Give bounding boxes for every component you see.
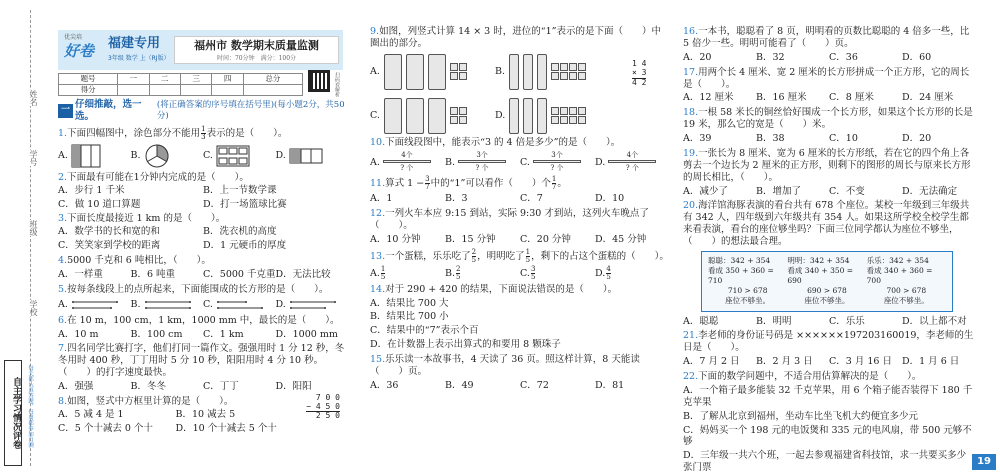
q13-option-d[interactable]: D. $\frac{4}{5}$ bbox=[595, 264, 611, 281]
q11-option-b[interactable]: B．3 bbox=[445, 193, 468, 205]
q17-option-b[interactable]: B．16 厘米 bbox=[756, 92, 807, 104]
q3-option-b[interactable]: B．洗衣机的高度 bbox=[203, 226, 277, 238]
q8-option-d[interactable]: D．10 个十减去 5 个十 bbox=[175, 422, 277, 434]
page-number: 19 bbox=[972, 454, 996, 471]
q10-option-b[interactable]: B. 3个 ? 个 bbox=[445, 151, 520, 174]
q7-option-b[interactable]: B．冬冬 bbox=[130, 381, 166, 392]
question-22: 22.下面的数学问题中，不适合用估算解决的是（ ）。 A．一个箱子最多能装 32 千克苹果，用 6 个箱子能否装得下 180 千克苹果 B．了解从北京到福州，坐动车比坐飞机大约便宜多少元 C．妈妈买一个 198 元的电饭煲和 335 元的电风扇，带 500 元够不够 D．三年级一共六个班，一起去参观福建省科技馆，求一共要买多少张门票 bbox=[683, 371, 975, 474]
question-2: 2.下面最有可能在1分钟内完成的是（ ）。 A．步行 1 千米 B．上一节数学课 C．做 10 道口算题 D．打一场篮球比赛 bbox=[58, 172, 348, 211]
q9-vertical-calc: 1 4 × 3 4 2 bbox=[632, 59, 647, 87]
q14-option-a[interactable]: A．结果比 700 大 bbox=[370, 297, 449, 309]
question-6: 6.在 10 m，100 cm，1 km，1000 mm 中，最长的是（ ）。 A．10 m B．100 cm C．1 km D．1000 mm bbox=[58, 315, 348, 341]
column-2 bbox=[370, 26, 670, 395]
question-12: 12.一列火车本应 9:15 到站，实际 9:30 才到站，这列火车晚点了（ ）。 A．10 分钟 B．15 分钟 C．20 分钟 D．45 分钟 bbox=[370, 208, 670, 246]
q9-option-a[interactable]: A. bbox=[370, 54, 495, 90]
exam-meta: 时间：70分钟 满分：100分 bbox=[216, 54, 297, 62]
line-segment-diagram: 4个 ? 个 bbox=[608, 151, 656, 174]
lele-estimate: 乐乐：342 + 354 看成 340 + 360 = 700 700 > 678 座位不够坐。 bbox=[866, 255, 933, 306]
line-segment-diagram: 3个 ? 个 bbox=[458, 151, 506, 174]
q8-vertical-calc: 7 0 0 − 4 5 0 2 5 0 bbox=[306, 392, 340, 421]
q5-segments-figure bbox=[144, 298, 192, 312]
q5-segments-figure bbox=[216, 298, 264, 312]
q17-option-a[interactable]: A．12 厘米 bbox=[683, 92, 734, 104]
q8-option-b[interactable]: B．10 减去 5 bbox=[175, 408, 236, 420]
q11-option-c[interactable]: C．7 bbox=[520, 193, 543, 205]
q16-option-c[interactable]: C．36 bbox=[829, 51, 858, 63]
q12-option-d[interactable]: D．45 分钟 bbox=[595, 233, 647, 245]
q14-option-d[interactable]: D．在计数器上表示出算式的和要用 8 颗珠子 bbox=[370, 339, 561, 351]
exam-header bbox=[58, 30, 343, 70]
q12-option-b[interactable]: B．15 分钟 bbox=[445, 233, 496, 245]
section-number: 一 bbox=[58, 104, 73, 117]
mingming-estimate: 明明：342 + 354 看成 340 + 350 = 690 690 > 678 座位不够坐。 bbox=[787, 255, 854, 306]
class-label: 班级 bbox=[22, 220, 38, 236]
q3-option-a[interactable]: A．数学书的长和宽的和 bbox=[58, 226, 160, 238]
q20-option-b[interactable]: B．明明 bbox=[756, 315, 792, 327]
q16-option-a[interactable]: A．20 bbox=[683, 51, 712, 63]
q4-option-a[interactable]: A．一样重 bbox=[58, 268, 103, 280]
q14-option-c[interactable]: C．结果中的“7”表示个百 bbox=[370, 325, 479, 337]
q2-option-a[interactable]: A．步行 1 千米 bbox=[58, 184, 125, 196]
q11-option-d[interactable]: D．10 bbox=[595, 193, 625, 205]
grade-label: 3年级 数学 上（RJ版） bbox=[108, 55, 170, 62]
q3-option-c[interactable]: C．笑笑家到学校的距离 bbox=[58, 240, 161, 252]
q18-option-b[interactable]: B．38 bbox=[756, 133, 785, 144]
q5-option-d[interactable]: D. bbox=[276, 298, 349, 312]
q18-option-c[interactable]: C．10 bbox=[829, 133, 858, 144]
q22-option-c[interactable]: C．妈妈买一个 198 元的电饭煲和 335 元的电风扇，带 500 元够不够 bbox=[683, 424, 972, 448]
question-17: 17.用两个长 4 厘米、宽 2 厘米的长方形拼成一个正方形，它的周长是（ ）。 A．12 厘米 B．16 厘米 C．8 厘米 D．24 厘米 bbox=[683, 67, 975, 105]
self-study-slogan: 每天都认真答题，每周都参加自测 bbox=[27, 365, 33, 448]
q4-option-d[interactable]: D．无法比较 bbox=[275, 268, 331, 280]
self-study-stamp: 自主学习情况评卷 bbox=[4, 360, 22, 466]
province-label: 福建专用 bbox=[108, 36, 161, 51]
q13-option-b[interactable]: B. $\frac{2}{5}$ bbox=[445, 264, 461, 281]
q19-option-d[interactable]: D．无法确定 bbox=[902, 185, 958, 197]
q8-option-a[interactable]: A．5 减 4 是 1 bbox=[58, 408, 124, 420]
q2-option-b[interactable]: B．上一节数学课 bbox=[203, 184, 277, 196]
q21-option-d[interactable]: D．1 月 6 日 bbox=[902, 356, 960, 368]
q22-option-b[interactable]: B．了解从北京到福州，坐动车比坐飞机大约便宜多少元 bbox=[683, 410, 918, 422]
score-table-header-row: 题号 一 二 三 四 总分 bbox=[59, 74, 303, 85]
q1-option-b[interactable]: B. bbox=[131, 143, 204, 169]
score-table bbox=[58, 73, 303, 96]
q14-option-b[interactable]: B．结果比 700 小 bbox=[370, 311, 449, 323]
question-8: 8.如图，竖式中方框里计算的是（ ）。 7 0 0 − 4 5 0 2 5 0 A．5 减 4 是 1 B．10 减去 5 C．5 个十减去 0 个十 D．10 个十减去 5 个十 bbox=[58, 392, 340, 434]
question-16: 16.一本书，聪聪看了 8 页，明明看的页数比聪聪的 4 倍多一些，比 5 倍少一些。明明可能看了（ ）页。 A．20 B．32 C．36 D．60 bbox=[683, 26, 975, 64]
q7-option-a[interactable]: A．强强 bbox=[58, 381, 94, 392]
section-title: 一 仔细推敲，选一选。 (将正确答案的序号填在括号里)(每小题2分，共50分) bbox=[58, 99, 348, 123]
q12-option-a[interactable]: A．10 分钟 bbox=[370, 233, 421, 245]
congcong-estimate: 聪聪：342 + 354 看成 350 + 360 = 710 710 > 678 座位不够坐。 bbox=[708, 255, 774, 306]
question-20: 20.海洋馆海豚表演的看台共有 678 个座位。某校一年级到三年级共有 342 人，四年级到六年级共有 354 人。如果这所学校全校学生都来看表演，看台的座位够坐吗？下面三位同学都认为座位不够坐，（ ）的想法最合理。 聪聪：342 + 354 看成 350 + 360 = 710 710 > 678 座位不够坐。 明明：342 + 354 看成 340 + 350 = 690 690 > 678 座位不够坐。 乐乐：342 + 354 看成 340 + 360 = 700 700 > 678 座位不够坐。 A．聪聪 B．明明 C．乐乐 D．以上都不对 bbox=[683, 200, 975, 327]
q10-option-a[interactable]: A. 4个 ? 个 bbox=[370, 151, 445, 174]
q1-rect-figure bbox=[71, 144, 101, 168]
q22-option-a[interactable]: A．一个箱子最多能装 32 千克苹果，用 6 个箱子能否装得下 180 千克苹果 bbox=[683, 384, 973, 408]
q7-option-c[interactable]: C．丁丁 bbox=[203, 381, 239, 392]
question-21: 21.李老师的身份证号码是 ××××××19720316001​9，李老师的生日是（ ）。 A．7 月 2 日 B．2 月 3 日 C．3 月 16 日 D．1 月 6 日 bbox=[683, 330, 974, 368]
q2-option-c[interactable]: C．做 10 道口算题 bbox=[58, 198, 141, 210]
q4-option-b[interactable]: B．6 吨重 bbox=[130, 268, 176, 280]
q12-option-c[interactable]: C．20 分钟 bbox=[520, 233, 571, 245]
q1-option-d[interactable]: D. bbox=[276, 145, 349, 167]
q11-option-a[interactable]: A．1 bbox=[370, 193, 393, 205]
question-5: 5.按每条线段上的点所起来，下面能围成的长方形的是（ ）。 A. B. C. D. bbox=[58, 284, 348, 312]
exam-title: 福州市 数学期末质量监测 bbox=[194, 39, 319, 52]
q5-segments-figure bbox=[71, 298, 119, 312]
q9-option-b[interactable]: B. bbox=[495, 54, 620, 90]
q19-option-b[interactable]: B．增加了 bbox=[756, 185, 801, 197]
student-number-label: 学号 bbox=[22, 150, 38, 166]
q10-option-c[interactable]: C. 3个 ? 个 bbox=[520, 151, 595, 174]
q1-circle-figure bbox=[144, 143, 170, 169]
q6-option-c[interactable]: C．1 km bbox=[203, 328, 244, 340]
line-segment-diagram: 4个 ? 个 bbox=[383, 151, 431, 174]
q21-option-a[interactable]: A．7 月 2 日 bbox=[683, 356, 740, 368]
q18-option-a[interactable]: A．39 bbox=[683, 133, 712, 144]
column-3 bbox=[683, 26, 975, 476]
q15-option-a[interactable]: A．36 bbox=[370, 379, 399, 391]
question-15: 15.乐乐读一本故事书，4 天读了 36 页。照这样计算，8 天能读（ ）页。 A．36 B．49 C．72 D．81 bbox=[370, 354, 670, 392]
question-19: 19.一张长为 8 厘米、宽为 6 厘米的长方形纸，若在它的四个角上各剪去一个边长为 2 厘米的正方形，则剩下的图形的周长与原来长方形的周长相比，（ ）。 A．减少了 B．增加了 C．不变 D．无法确定 bbox=[683, 148, 975, 198]
question-13: 13.一个蛋糕，乐乐吃了 $\frac{2}{5}$ ，明明吃了 $\frac{1}{5}$ ，剩下的占这个蛋糕的（ ）。 A. $\frac{1}{5}$ B. $\frac{2}{5}$ C. $\frac{3}{5}$ D. $\frac{4}{5}$ bbox=[370, 247, 669, 281]
q1-blocks-figure bbox=[289, 145, 323, 167]
q3-option-d[interactable]: D．1 元硬币的厚度 bbox=[203, 240, 287, 252]
question-10: 10.下面线段图中，能表示“3 的 4 倍是多少”的是（ ）。 A. 4个 ? 个 B. 3个 ? 个 C. 3个 ? 个 D. 4个 ? 个 bbox=[370, 137, 670, 173]
question-4: 4.5000 千克和 6 吨相比，（ ）。 A．一样重 B．6 吨重 C．5000 千克重 D．无法比较 bbox=[58, 255, 348, 281]
name-label: 姓名 bbox=[22, 90, 38, 106]
q15-option-b[interactable]: B．49 bbox=[445, 379, 474, 391]
q8-option-c[interactable]: C．5 个十减去 0 个十 bbox=[58, 422, 153, 434]
exam-title-box bbox=[174, 36, 339, 64]
q20-option-d[interactable]: D．以上都不对 bbox=[902, 315, 967, 327]
q6-option-d[interactable]: D．1000 mm bbox=[275, 328, 338, 340]
score-table-score-row: 得分 bbox=[59, 85, 303, 96]
q1-option-a[interactable]: A. bbox=[58, 144, 131, 168]
q18-option-d[interactable]: D．20 bbox=[902, 133, 932, 144]
q9-option-d[interactable]: D. bbox=[495, 98, 620, 134]
qr-label: 扫码看解析 bbox=[334, 72, 340, 97]
q20-option-a[interactable]: A．聪聪 bbox=[683, 315, 719, 327]
q5-option-c[interactable]: C. bbox=[203, 298, 276, 312]
q19-option-c[interactable]: C．不变 bbox=[829, 185, 865, 197]
q20-option-c[interactable]: C．乐乐 bbox=[829, 315, 865, 327]
q22-option-d[interactable]: D．三年级一共六个班，一起去参观福建省科技馆，求一共要买多少张门票 bbox=[683, 450, 967, 474]
q19-option-a[interactable]: A．减少了 bbox=[683, 185, 728, 197]
q17-option-d[interactable]: D．24 厘米 bbox=[902, 92, 954, 104]
brand-logo: 优尖培 好卷 bbox=[64, 34, 95, 60]
q21-option-b[interactable]: B．2 月 3 日 bbox=[756, 356, 813, 368]
question-14: 14.对于 290 + 420 的结果，下面说法错误的是（ ）。 A．结果比 700 大 B．结果比 700 小 C．结果中的“7”表示个百 D．在计数器上表示出算式的和要用 8 颗珠子 bbox=[370, 284, 670, 351]
q21-option-c[interactable]: C．3 月 16 日 bbox=[829, 356, 892, 368]
q9-option-c[interactable]: C. bbox=[370, 98, 495, 134]
q5-option-a[interactable]: A. bbox=[58, 298, 131, 312]
question-1: 1.下面四幅图中，涂色部分不能用 $\frac{1}{3}$ 表示的是（ ）。 A. B. C. D. bbox=[58, 126, 348, 169]
q5-option-b[interactable]: B. bbox=[131, 298, 204, 312]
q6-option-a[interactable]: A．10 m bbox=[58, 328, 99, 340]
column-1 bbox=[58, 97, 348, 438]
question-3: 3.下面长度最接近 1 km 的是（ ）。 A．数学书的长和宽的和 B．洗衣机的高度 C．笑笑家到学校的距离 D．1 元硬币的厚度 bbox=[58, 213, 348, 252]
q16-option-d[interactable]: D．60 bbox=[902, 51, 932, 63]
q2-option-d[interactable]: D．打一场篮球比赛 bbox=[203, 198, 287, 210]
q7-option-d[interactable]: D．阳阳 bbox=[275, 381, 312, 392]
question-9: 9.如图，列竖式计算 14 × 3 时，进位的“1”表示的是下面（ ）中圈出的部分。 1 4 × 3 4 2 A. B. C. D. bbox=[370, 26, 670, 134]
q1-option-c[interactable]: C. bbox=[203, 145, 276, 167]
q13-option-c[interactable]: C. $\frac{3}{5}$ bbox=[520, 264, 536, 281]
q6-option-b[interactable]: B．100 cm bbox=[130, 328, 183, 340]
estimation-box bbox=[701, 251, 953, 312]
q13-option-a[interactable]: A. $\frac{1}{5}$ bbox=[370, 264, 386, 281]
question-11: 11.算式 1 − $\frac{3}{7}$ 中的“1”可以看作（ ）个 $\frac{1}{7}$ 。 A．1 B．3 C．7 D．10 bbox=[370, 176, 670, 205]
q4-option-c[interactable]: C．5000 千克重 bbox=[203, 268, 276, 280]
q5-segments-figure bbox=[289, 298, 337, 312]
school-label: 学校 bbox=[22, 300, 38, 316]
line-segment-diagram: 3个 ? 个 bbox=[533, 151, 581, 174]
q16-option-b[interactable]: B．32 bbox=[756, 51, 785, 63]
q15-option-c[interactable]: C．72 bbox=[520, 379, 549, 391]
question-18: 18.一根 58 米长的铜丝恰好围成一个长方形，如果这个长方形的长是 19 米，那么它的宽是（ ）米。 A．39 B．38 C．10 D．20 bbox=[683, 107, 975, 145]
fraction: $\frac{1}{3}$ bbox=[201, 124, 206, 141]
binding-strip bbox=[0, 0, 58, 476]
qr-code-icon[interactable] bbox=[308, 70, 330, 92]
q15-option-d[interactable]: D．81 bbox=[595, 379, 625, 391]
q10-option-d[interactable]: D. 4个 ? 个 bbox=[595, 151, 670, 174]
q1-grid-figure bbox=[216, 145, 250, 167]
question-7: 7.四名同学比赛打字，他们打同一篇作文。强强用时 1 分 12 秒，冬冬用时 400 秒，丁丁用时 5 分 10 秒，阳阳用时 4 分 10 秒。（ ）的打字速度最快。 A．强强 B．冬冬 C．丁丁 D．阳阳 bbox=[58, 343, 348, 393]
q17-option-c[interactable]: C．8 厘米 bbox=[829, 92, 874, 104]
